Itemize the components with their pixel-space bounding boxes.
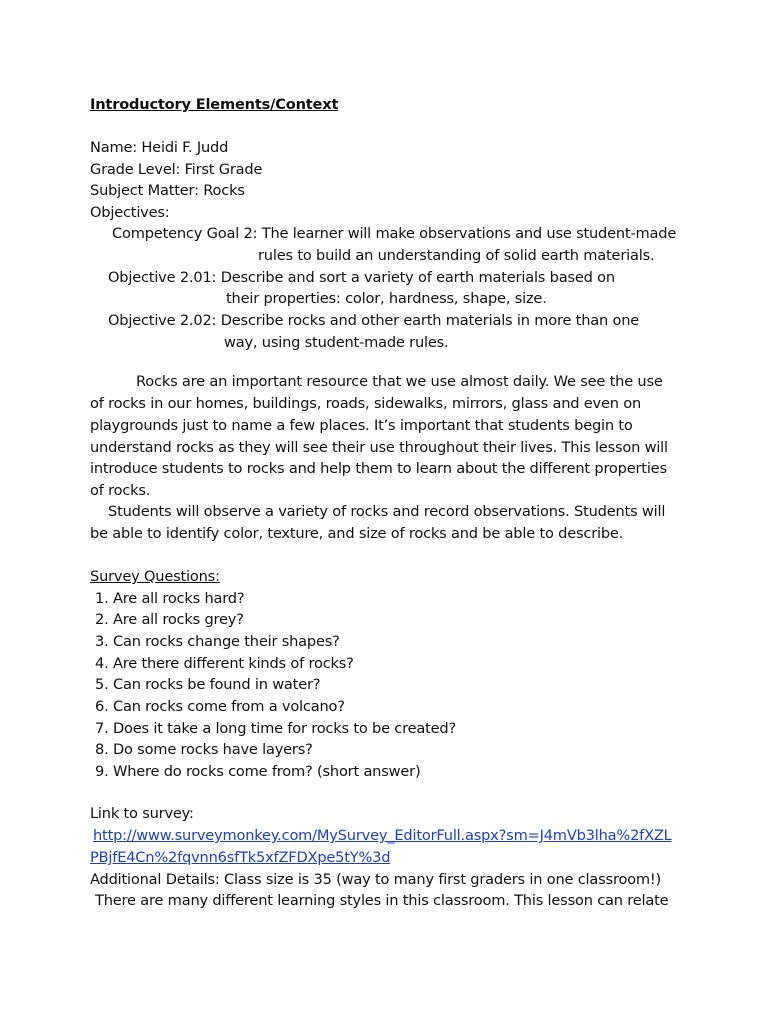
survey-question: 7. Does it take a long time for rocks to be created?: [95, 720, 457, 737]
name-line: Name: Heidi F. Judd: [90, 139, 229, 156]
survey-question: 4. Are there different kinds of rocks?: [95, 655, 354, 672]
paragraph-1-line-1: Rocks are an important resource that we use almost daily. We see the use: [136, 373, 663, 390]
objectives-label: Objectives:: [90, 204, 170, 221]
objective-202-line-2: way, using student-made rules.: [224, 334, 449, 351]
survey-questions-heading: Survey Questions:: [90, 568, 220, 585]
section-heading: Introductory Elements/Context: [90, 96, 339, 113]
survey-question: 8. Do some rocks have layers?: [95, 741, 313, 758]
survey-question: 3. Can rocks change their shapes?: [95, 633, 340, 650]
grade-level-line: Grade Level: First Grade: [90, 161, 263, 178]
paragraph-1-line-3: playgrounds just to name a few places. It’s important that students begin to: [90, 417, 633, 434]
paragraph-1-line-6: of rocks.: [90, 482, 151, 499]
additional-details-line-1: Additional Details: Class size is 35 (way to many first graders in one classroom!): [90, 871, 662, 888]
competency-goal-line-1: Competency Goal 2: The learner will make observations and use student-made: [112, 225, 677, 242]
subject-matter-line: Subject Matter: Rocks: [90, 182, 245, 199]
objective-201-line-2: their properties: color, hardness, shape, size.: [226, 290, 547, 307]
survey-link-url-line-2[interactable]: PBjfE4Cn%2fqvnn6sfTk5xfZFDXpe5tY%3d: [90, 849, 391, 866]
paragraph-2-line-2: be able to identify color, texture, and size of rocks and be able to describe.: [90, 525, 624, 542]
survey-link-url-line-1[interactable]: http://www.surveymonkey.com/MySurvey_EditorFull.aspx?sm=J4mVb3lha%2fXZL: [93, 827, 672, 844]
objective-202-line-1: Objective 2.02: Describe rocks and other earth materials in more than one: [108, 312, 640, 329]
objective-201-line-1: Objective 2.01: Describe and sort a variety of earth materials based on: [108, 269, 615, 286]
survey-question: 5. Can rocks be found in water?: [95, 676, 321, 693]
survey-question: 1. Are all rocks hard?: [95, 590, 245, 607]
additional-details-line-2: There are many different learning styles in this classroom. This lesson can relate: [95, 892, 669, 909]
survey-link-label: Link to survey:: [90, 805, 194, 822]
paragraph-1-line-2: of rocks in our homes, buildings, roads, sidewalks, mirrors, glass and even on: [90, 395, 642, 412]
paragraph-1-line-5: introduce students to rocks and help them to learn about the different properties: [90, 460, 667, 477]
competency-goal-line-2: rules to build an understanding of solid earth materials.: [258, 247, 655, 264]
survey-question: 6. Can rocks come from a volcano?: [95, 698, 345, 715]
paragraph-1-line-4: understand rocks as they will see their use throughout their lives. This lesson will: [90, 439, 668, 456]
paragraph-2-line-1: Students will observe a variety of rocks and record observations. Students will: [108, 503, 666, 520]
survey-question: 9. Where do rocks come from? (short answer): [95, 763, 421, 780]
survey-question: 2. Are all rocks grey?: [95, 611, 244, 628]
